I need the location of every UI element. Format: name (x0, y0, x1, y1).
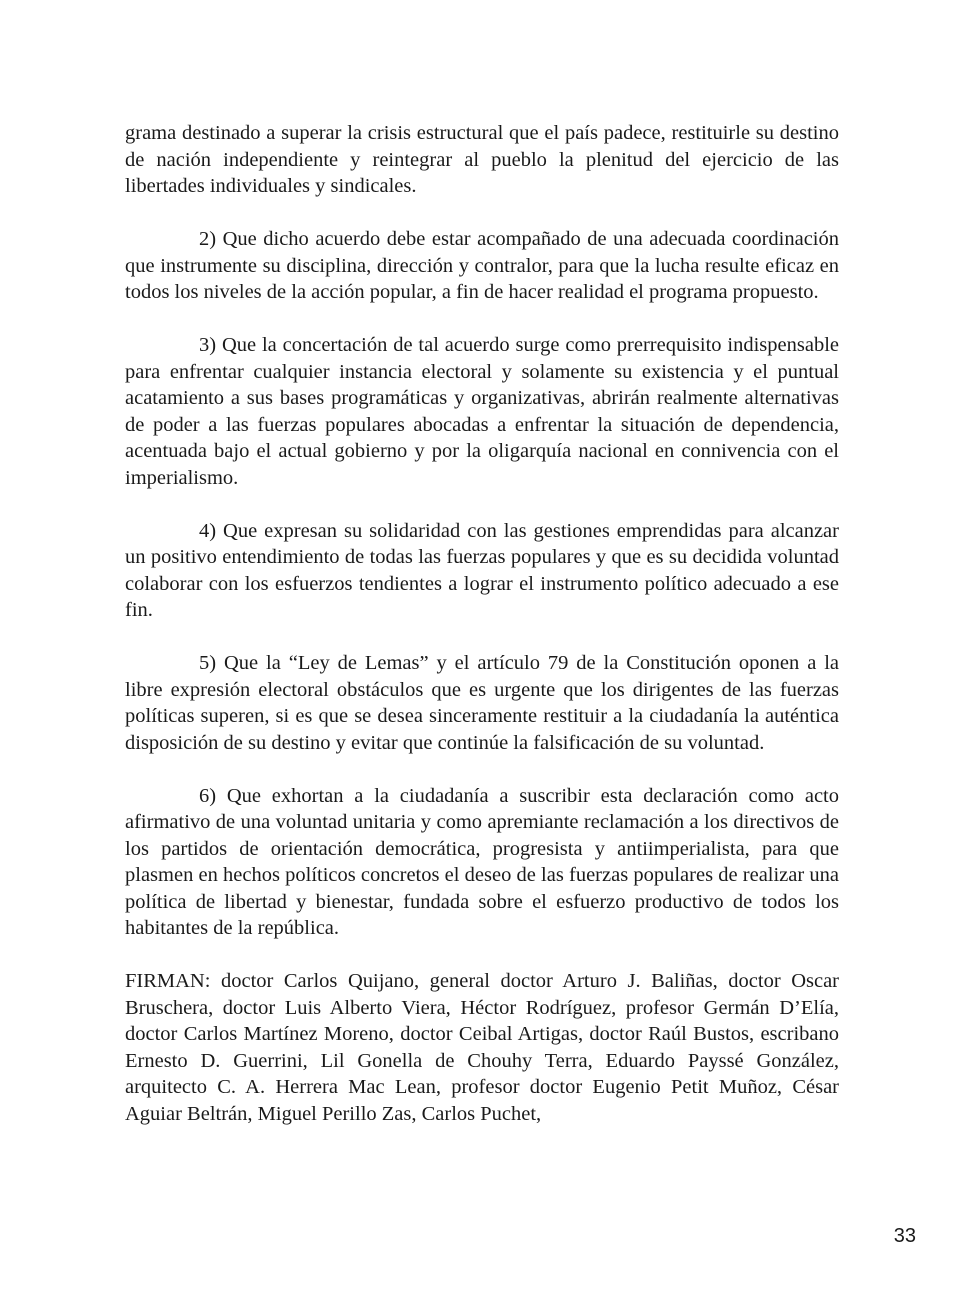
page-body (125, 120, 839, 1127)
paragraph-point-6: 6) Que exhortan a la ciudadanía a suscribir esta declaración como acto afirmativo de una voluntad unitaria y como apremiante reclamación a los directivos de los partidos de orientación democrática, progresista y antiimperialista, para que plasmen en hechos políticos concretos el deseo de las fuerzas populares de realizar una política de libertad y bienestar, fundada sobre el esfuerzo productivo de todos los habitantes de la república. (125, 784, 839, 939)
paragraph-point-2: 2) Que dicho acuerdo debe estar acompañado de una adecuada coordinación que instrumente su disciplina, dirección y contralor, para que la lucha resulte eficaz en todos los niveles de la acción popular, a fin de hacer realidad el programa propuesto. (125, 228, 839, 303)
paragraph-continuation: grama destinado a superar la crisis estructural que el país padece, restituirle su destino de nación independiente y reintegrar al pueblo la plenitud del ejercicio de las libertades individuales y sindicales. (125, 122, 839, 197)
signatories-paragraph: FIRMAN: doctor Carlos Quijano, general doctor Arturo J. Baliñas, doctor Oscar Bruschera, doctor Luis Alberto Viera, Héctor Rodríguez, profesor Germán D’Elía, doctor Carlos Martínez Moreno, doctor Ceibal Artigas, doctor Raúl Bustos, escribano Ernesto D. Guerrini, Lil Gonella de Chouhy Terra, Eduardo Payssé González, arquitecto C. A. Herrera Mac Lean, profesor doctor Eugenio Petit Muñoz, César Aguiar Beltrán, Miguel Perillo Zas, Carlos Puchet, (125, 970, 839, 1125)
paragraph-point-3: 3) Que la concertación de tal acuerdo surge como prerrequisito indispensable para enfrentar cualquier instancia electoral y solamente su existencia y el puntual acatamiento a sus bases programáticas y organizativas, abrirán realmente alternativas de poder a las fuerzas populares abocadas a enfrentar la situación de dependencia, acentuada bajo el actual gobierno y por la oligarquía nacional en connivencia con el imperialismo. (125, 334, 839, 489)
page-number: 33 (893, 1225, 916, 1247)
paragraph-point-5: 5) Que la “Ley de Lemas” y el artículo 79 de la Constitución oponen a la libre expresión electoral obstáculos que es urgente que los dirigentes de las fuerzas políticas superen, si es que se desea sinceramente restituir a la ciudadanía la auténtica disposición de su destino y evitar que continúe la falsificación de su voluntad. (125, 652, 839, 754)
paragraph-point-4: 4) Que expresan su solidaridad con las gestiones emprendidas para alcanzar un positivo entendimiento de todas las fuerzas populares y que es su decidida voluntad colaborar con los esfuerzos tendientes a lograr el instrumento político adecuado a ese fin. (125, 519, 839, 621)
